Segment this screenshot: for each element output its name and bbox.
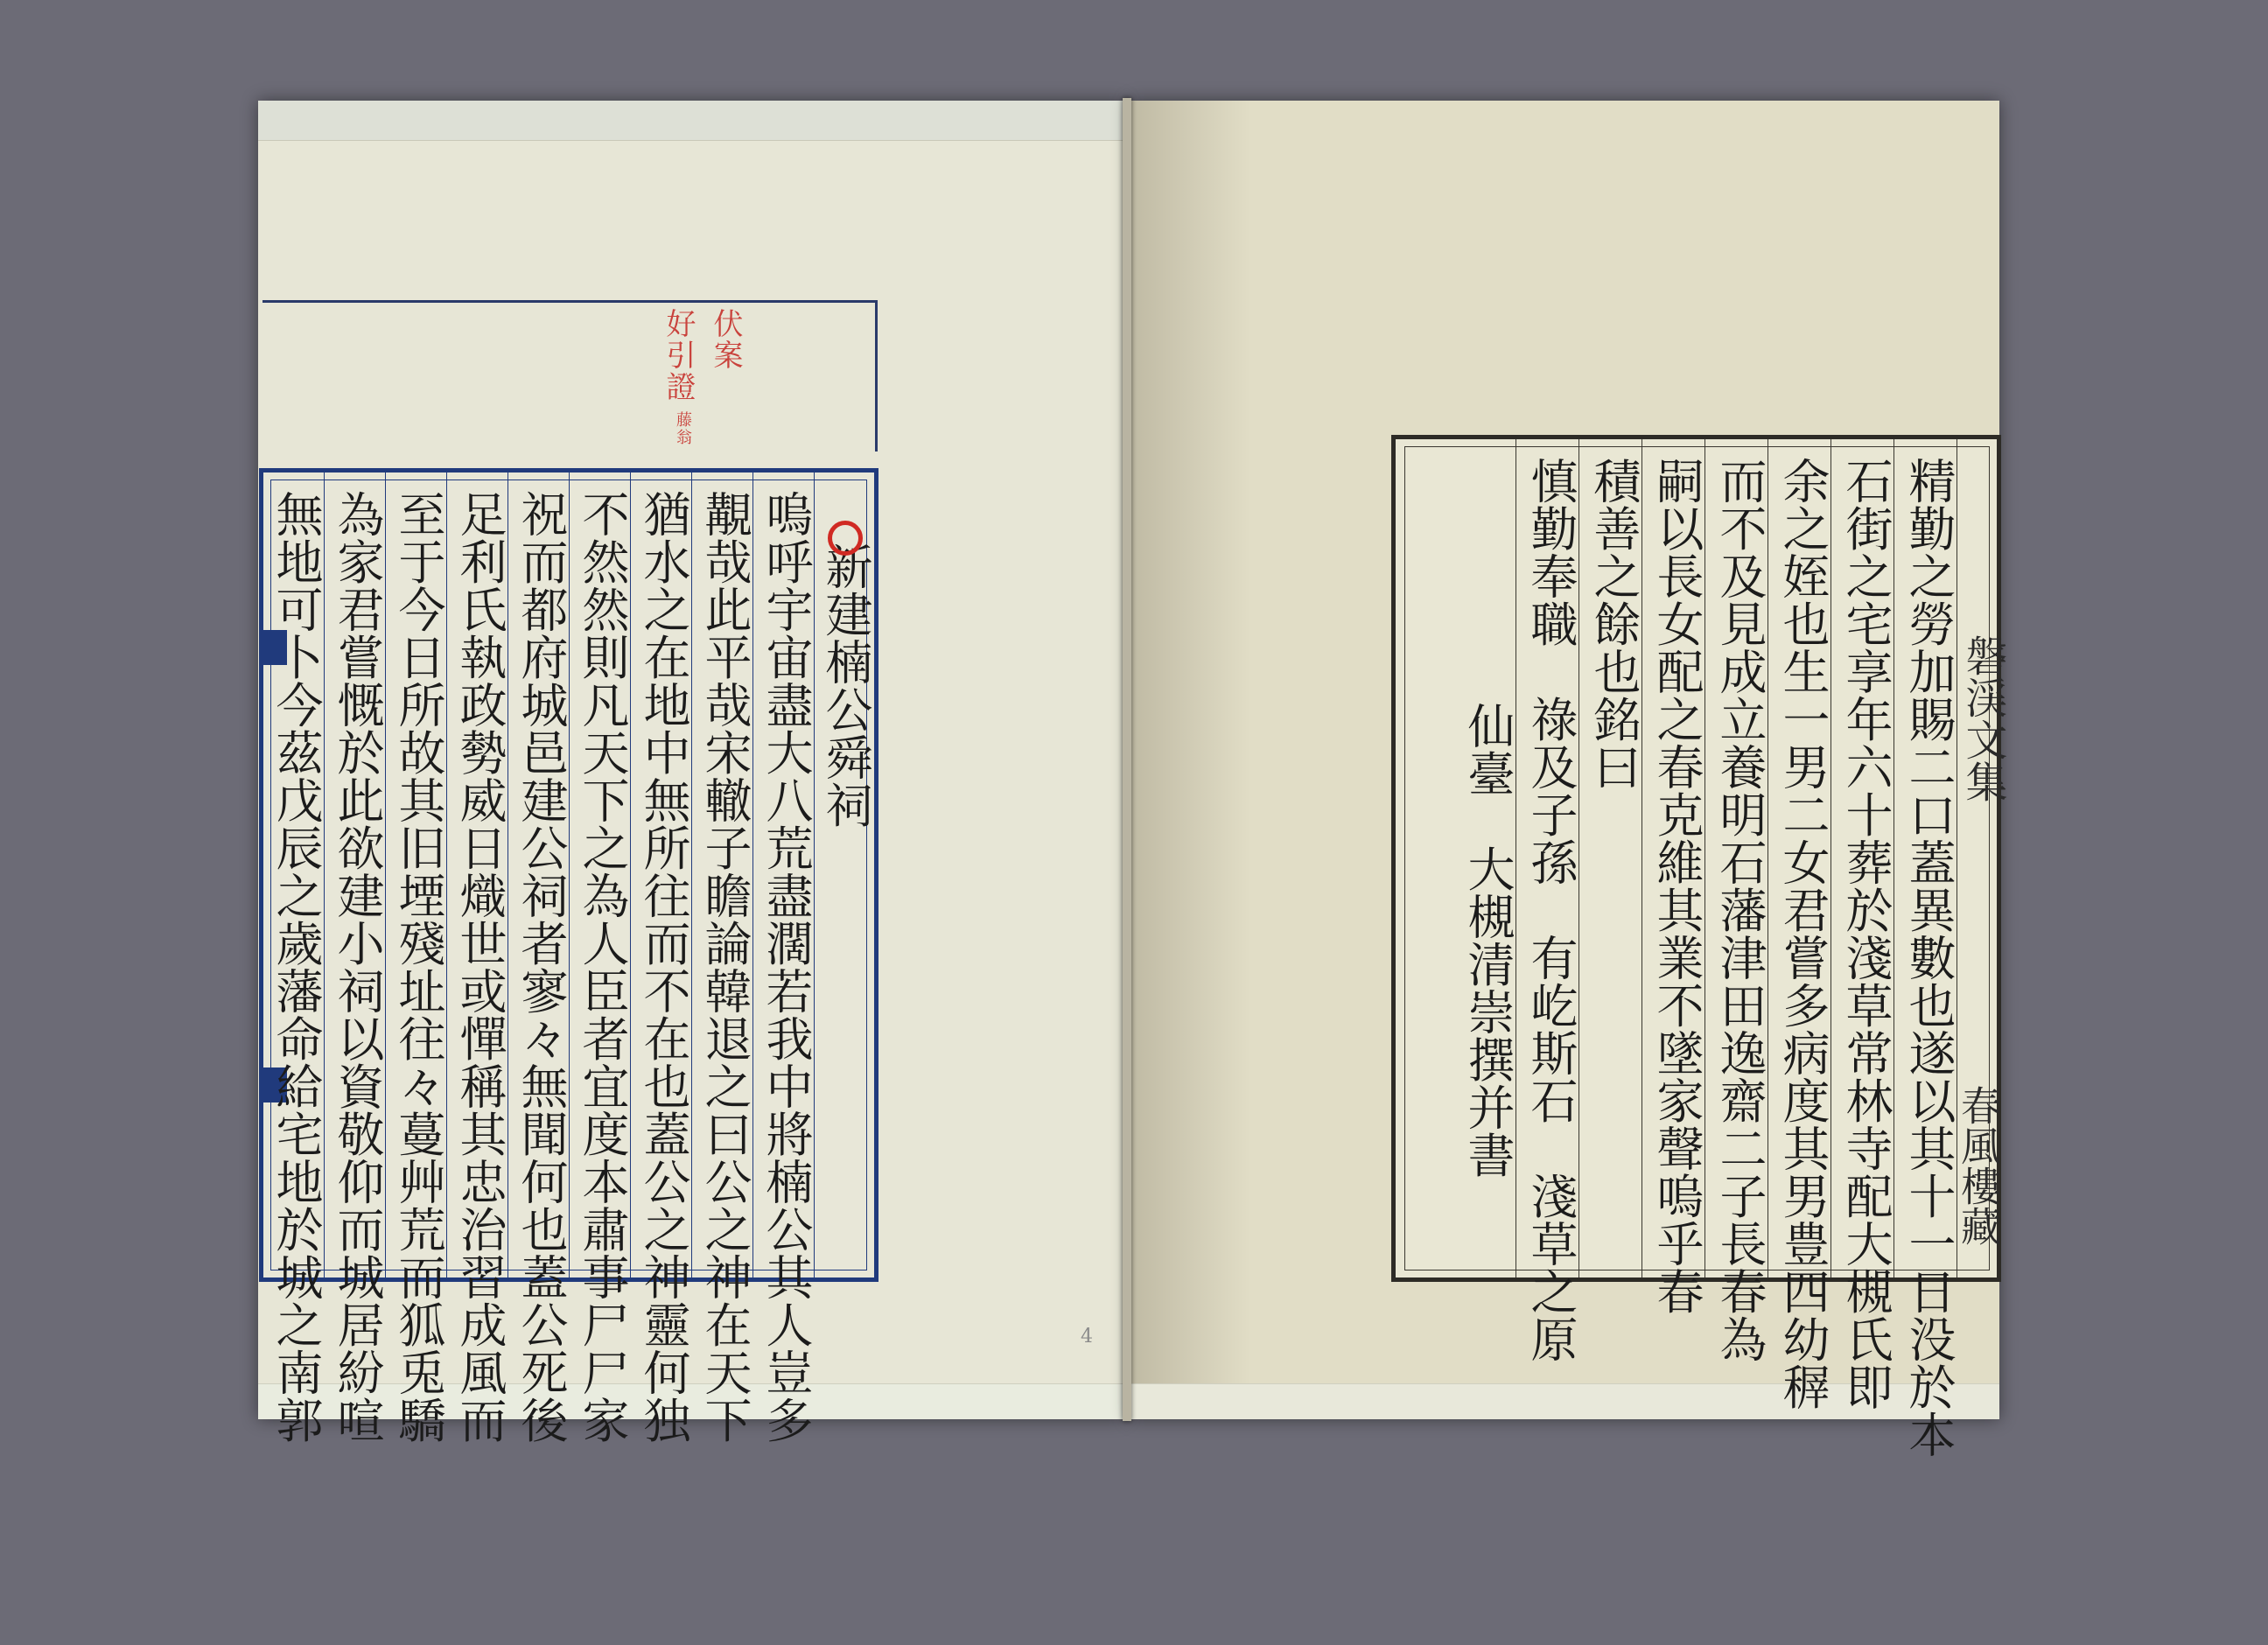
right-column-3-text: 余之姪也生一男二女君嘗多病度其男豊四幼稺 [1775, 457, 1830, 1410]
right-column-7 [1516, 439, 1579, 1363]
right-column-5 [1642, 439, 1705, 1315]
text-column-1-text: 嗚呼宇宙盡大八荒盡濶若我中將楠公其人豈多 [759, 490, 814, 1444]
text-column-9 [265, 472, 325, 1444]
right-column-1-text: 精勤之勞加賜二口蓋異數也遂以其十一日没於本 [1901, 457, 1956, 1459]
right-column-5-text: 嗣以長女配之春克維其業不墜家聲嗚乎春 [1649, 457, 1704, 1315]
text-column-3 [631, 472, 692, 1444]
text-column-4 [570, 472, 631, 1444]
text-column-4-text: 不然然則凡天下之為人臣者宜度本肅事尸尸家 [575, 490, 630, 1444]
text-column-6 [447, 472, 508, 1444]
text-column-8-text: 為家君嘗慨於此欲建小祠以資敬仰而城居紛喧 [330, 490, 385, 1444]
spine-bottom: 春風樓藏 [1955, 1085, 2002, 1246]
text-column-2-text: 覯哉此平哉宋轍子瞻論韓退之曰公之神在天下 [697, 490, 752, 1444]
right-text-frame [1391, 435, 2001, 1459]
spine-title: 磐渓文集 [1958, 634, 2007, 802]
annotation-sub: 藤翁 [674, 411, 692, 446]
flyleaf-top [258, 101, 1124, 141]
gutter-shadow [1129, 101, 1251, 1419]
text-column-8 [325, 472, 386, 1444]
right-column-8 [1453, 439, 1516, 1278]
text-column-5 [508, 472, 570, 1444]
text-column-9-text: 無地可卜今茲戊辰之歲藩命給宅地於城之南郭 [269, 490, 324, 1444]
text-column-5-text: 祝而都府城邑建公祠者寥々無聞何也蓋公死後 [514, 490, 569, 1444]
annotation-col-1: 伏案 [708, 308, 743, 371]
right-column-2-text: 石街之宅享年六十葬於淺草常林寺配大槻氏即 [1838, 457, 1894, 1410]
text-column-1 [753, 472, 815, 1444]
right-column-1 [1894, 439, 1957, 1459]
left-text-frame [259, 468, 878, 1444]
title-text: 新建楠公舜祠 [818, 542, 873, 829]
right-column-6 [1579, 439, 1642, 1278]
text-column-3-text: 猶水之在地中無所往而不在也蓋公之神靈何独 [636, 490, 691, 1444]
right-column-4-text: 而不及見成立養明石藩津田逸齋二子長春為 [1712, 457, 1768, 1363]
annotation-col-2: 好引證 [661, 308, 696, 402]
right-column-4 [1705, 439, 1768, 1363]
right-column-7-text: 慎勤奉職 祿及子孫 有屹斯石 淺草之原 [1523, 457, 1578, 1363]
text-column-2 [692, 472, 753, 1444]
text-column-6-text: 足利氏執政勢威日熾世或憚稱其忠治習成風而 [452, 490, 508, 1444]
book-gutter [1123, 98, 1131, 1421]
right-column-2 [1831, 439, 1894, 1410]
right-column-8-text: 仙臺 大槻清崇撰并書 [1460, 702, 1516, 1179]
right-column-6-text: 積善之餘也銘曰 [1586, 457, 1642, 791]
header-annotation-box [262, 300, 878, 452]
text-column-7 [386, 472, 447, 1444]
right-column-3 [1768, 439, 1831, 1410]
section-circle-mark [828, 521, 863, 556]
page-number: 4 [1081, 1326, 1093, 1348]
text-column-7-text: 至于今日所故其旧堙殘址往々蔓艸荒而狐兎驕 [391, 490, 446, 1444]
title-column [815, 472, 874, 1278]
